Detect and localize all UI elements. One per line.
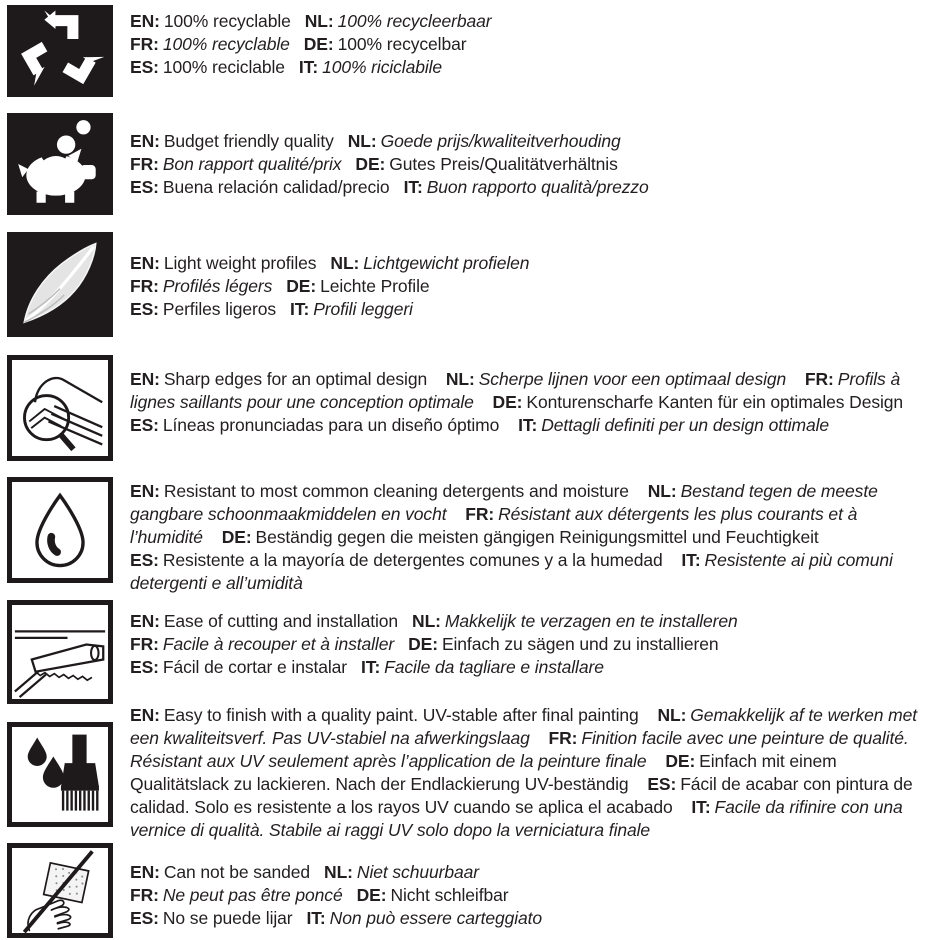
language-label: EN:: [130, 11, 160, 31]
language-label: ES:: [130, 657, 159, 677]
language-entry: [404, 177, 649, 197]
feature-description: Facile à recouper et à installer: [162, 634, 395, 654]
language-entry: [299, 57, 442, 77]
feature-description: Profilés légers: [162, 276, 273, 296]
feature-description: Beständig gegen die meisten gängigen Reinigungsmittel und Feuchtigkeit: [255, 527, 819, 547]
language-entry: [330, 253, 529, 273]
language-label: NL:: [347, 131, 377, 151]
language-label: NL:: [324, 862, 353, 882]
language-entry: [130, 11, 291, 31]
language-label: FR:: [130, 276, 159, 296]
language-label: EN:: [130, 131, 160, 151]
language-label: NL:: [657, 705, 687, 725]
language-entry: [408, 634, 718, 654]
language-entry: [130, 611, 398, 631]
text-line: [130, 130, 936, 153]
language-label: EN:: [130, 611, 160, 631]
language-label: ES:: [130, 57, 159, 77]
feature-description: 100% riciclabile: [322, 57, 443, 77]
language-label: NL:: [445, 369, 475, 389]
language-entry: [130, 57, 285, 77]
feature-description: 100% recyclable: [163, 11, 291, 31]
language-entry: [130, 885, 343, 905]
feature-description: Niet schuurbaar: [356, 862, 479, 882]
language-entry: [130, 276, 272, 296]
language-entry: [324, 862, 479, 882]
language-entry: [130, 131, 334, 151]
language-label: DE:: [303, 34, 334, 54]
language-label: DE:: [665, 751, 696, 771]
feature-text-block: [130, 130, 936, 199]
text-line: [130, 884, 936, 907]
text-line: [130, 252, 936, 275]
text-line: [130, 633, 936, 656]
language-entry: [130, 657, 347, 677]
feature-description: Bestand tegen de meeste gangbare schoonmaakmiddelen en vocht: [130, 481, 878, 524]
hand-saw-icon: [7, 600, 113, 704]
language-entry: [290, 299, 413, 319]
language-entry: [130, 862, 310, 882]
language-label: IT:: [298, 57, 319, 77]
paint-brush-icon: [7, 722, 113, 827]
language-label: ES:: [130, 177, 159, 197]
feature-description: Lichtgewicht profielen: [363, 253, 530, 273]
language-label: IT:: [361, 657, 381, 677]
feature-description: Resistant to most common cleaning detergents and moisture: [163, 481, 629, 501]
language-label: ES:: [130, 550, 159, 570]
text-line: [130, 275, 936, 298]
language-entry: [130, 634, 394, 654]
text-line: [130, 33, 936, 56]
language-label: IT:: [306, 908, 326, 928]
sharp-edges-magnifier-icon: [7, 355, 113, 461]
language-label: IT:: [403, 177, 423, 197]
feature-text-block: [130, 861, 936, 930]
feature-description: Fácil de acabar con pintura de calidad. Solo es resistente a los rayos UV cuando se aplica el acabado: [130, 774, 913, 817]
language-label: FR:: [465, 504, 495, 524]
language-entry: [130, 550, 663, 570]
feature-description: Facile da rifinire con una vernice di qualità. Stabile ai raggi UV solo dopo la verniciatura finale: [130, 797, 903, 840]
feature-description: Fácil de cortar e instalar: [162, 657, 348, 677]
feature-description: Non può essere carteggiato: [329, 908, 543, 928]
language-label: IT:: [691, 797, 711, 817]
feature-description: Can not be sanded: [163, 862, 311, 882]
language-entry: [130, 299, 276, 319]
feature-description: Profili leggeri: [313, 299, 413, 319]
language-label: EN:: [130, 253, 160, 273]
feature-description: No se puede lijar: [162, 908, 293, 928]
feature-description: Facile da tagliare e installare: [384, 657, 604, 677]
feature-description: Einfach zu sägen und zu installieren: [441, 634, 719, 654]
feature-description: Profils à lignes saillants pour une conception optimale: [130, 369, 901, 412]
language-label: FR:: [130, 154, 159, 174]
language-label: FR:: [804, 369, 834, 389]
text-line: [130, 10, 936, 33]
language-label: IT:: [681, 550, 701, 570]
language-entry: [222, 527, 819, 547]
feature-description: Buon rapporto qualità/prezzo: [426, 177, 649, 197]
text-line: [130, 907, 936, 930]
feature-description: Ne peut pas être poncé: [162, 885, 343, 905]
feature-description: Makkelijk te verzagen en te installeren: [444, 611, 738, 631]
language-entry: [446, 369, 786, 389]
language-label: EN:: [130, 705, 160, 725]
language-entry: [130, 481, 629, 501]
feature-description: 100% reciclable: [162, 57, 285, 77]
recycle-icon: [7, 5, 113, 97]
piggy-bank-icon: [7, 113, 113, 215]
language-entry: [355, 154, 617, 174]
language-entry: [130, 177, 390, 197]
feature-text-block: [130, 368, 936, 437]
text-line: [130, 656, 936, 679]
feature-description: Budget friendly quality: [163, 131, 334, 151]
feature-text-block: [130, 480, 936, 595]
language-entry: [307, 908, 543, 928]
feature-description: 100% recyclable: [162, 34, 290, 54]
language-label: FR:: [130, 634, 159, 654]
language-entry: [361, 657, 604, 677]
feature-description: Buena relación calidad/precio: [162, 177, 390, 197]
language-entry: [130, 34, 290, 54]
feature-text-block: [130, 610, 936, 679]
language-label: NL:: [412, 611, 441, 631]
feature-description: Finition facile avec une peinture de qualité. Résistant aux UV seulement après l’application de la peinture finale: [130, 728, 909, 771]
language-label: IT:: [518, 415, 538, 435]
language-entry: [130, 253, 316, 273]
feature-description: Perfiles ligeros: [162, 299, 277, 319]
feature-text-block: [130, 704, 936, 842]
feature-description: Gemakkelijk af te werken met een kwaliteitsverf. Pas UV-stabiel na afwerkingslaag: [130, 705, 918, 748]
feature-description: Leichte Profile: [320, 276, 430, 296]
language-label: NL:: [304, 11, 334, 31]
text-line: [130, 861, 936, 884]
no-sanding-icon: [7, 843, 113, 938]
language-entry: [305, 11, 492, 31]
feature-description: Nicht schleifbar: [390, 885, 509, 905]
feature-description: Resistente ai più comuni detergenti e all’umidità: [130, 550, 893, 593]
feature-description: Gutes Preis/Qualitätverhältnis: [389, 154, 618, 174]
language-entry: [130, 415, 499, 435]
language-entry: [304, 34, 467, 54]
language-entry: [493, 392, 903, 412]
text-line: [130, 153, 936, 176]
language-entry: [130, 908, 293, 928]
feature-description: Konturenscharfe Kanten für ein optimales Design: [526, 392, 904, 412]
feature-description: Sharp edges for an optimal design: [163, 369, 428, 389]
language-label: FR:: [548, 728, 578, 748]
feature-description: 100% recycleerbaar: [337, 11, 492, 31]
language-entry: [130, 154, 341, 174]
feature-description: Einfach mit einem Qualitätslack zu lackieren. Nach der Endlackierung UV-beständig: [130, 751, 837, 794]
language-label: ES:: [130, 908, 159, 928]
language-entry: [348, 131, 621, 151]
language-label: FR:: [130, 34, 159, 54]
feature-description: Dettagli definiti per un design ottimale: [541, 415, 830, 435]
language-entry: [412, 611, 738, 631]
feature-description: Light weight profiles: [163, 253, 317, 273]
language-label: FR:: [130, 885, 159, 905]
language-label: DE:: [356, 885, 387, 905]
feature-description: Líneas pronunciadas para un diseño óptimo: [162, 415, 500, 435]
feature-description: Easy to finish with a quality paint. UV-stable after final painting: [163, 705, 639, 725]
language-label: ES:: [647, 774, 677, 794]
text-line: [130, 298, 936, 321]
language-entry: [518, 415, 829, 435]
language-label: DE:: [286, 276, 317, 296]
text-line: [130, 56, 936, 79]
feature-description: 100% recycelbar: [337, 34, 467, 54]
language-label: IT:: [290, 299, 310, 319]
language-entry: [286, 276, 429, 296]
feature-description: Scherpe lijnen voor een optimaal design: [478, 369, 787, 389]
language-label: DE:: [355, 154, 386, 174]
feature-description: Resistente a la mayoría de detergentes comunes y a la humedad: [162, 550, 663, 570]
language-label: DE:: [221, 527, 252, 547]
water-drop-icon: [7, 477, 113, 583]
language-label: EN:: [130, 862, 160, 882]
language-entry: [357, 885, 509, 905]
feature-description: Ease of cutting and installation: [163, 611, 399, 631]
feature-text-block: [130, 10, 936, 79]
language-entry: [130, 369, 427, 389]
language-label: NL:: [330, 253, 360, 273]
language-label: NL:: [647, 481, 677, 501]
feature-description: Bon rapport qualité/prix: [162, 154, 342, 174]
text-line: [130, 176, 936, 199]
language-label: EN:: [130, 369, 160, 389]
language-label: ES:: [130, 415, 159, 435]
text-line: [130, 610, 936, 633]
language-label: DE:: [492, 392, 523, 412]
feature-text-block: [130, 252, 936, 321]
language-entry: [130, 705, 639, 725]
feature-description: Goede prijs/kwaliteitverhouding: [380, 131, 621, 151]
language-label: ES:: [130, 299, 159, 319]
feature-description: Résistant aux détergents les plus courants et à l’humidité: [130, 504, 858, 547]
language-label: EN:: [130, 481, 160, 501]
language-label: DE:: [408, 634, 438, 654]
feather-icon: [7, 232, 113, 337]
